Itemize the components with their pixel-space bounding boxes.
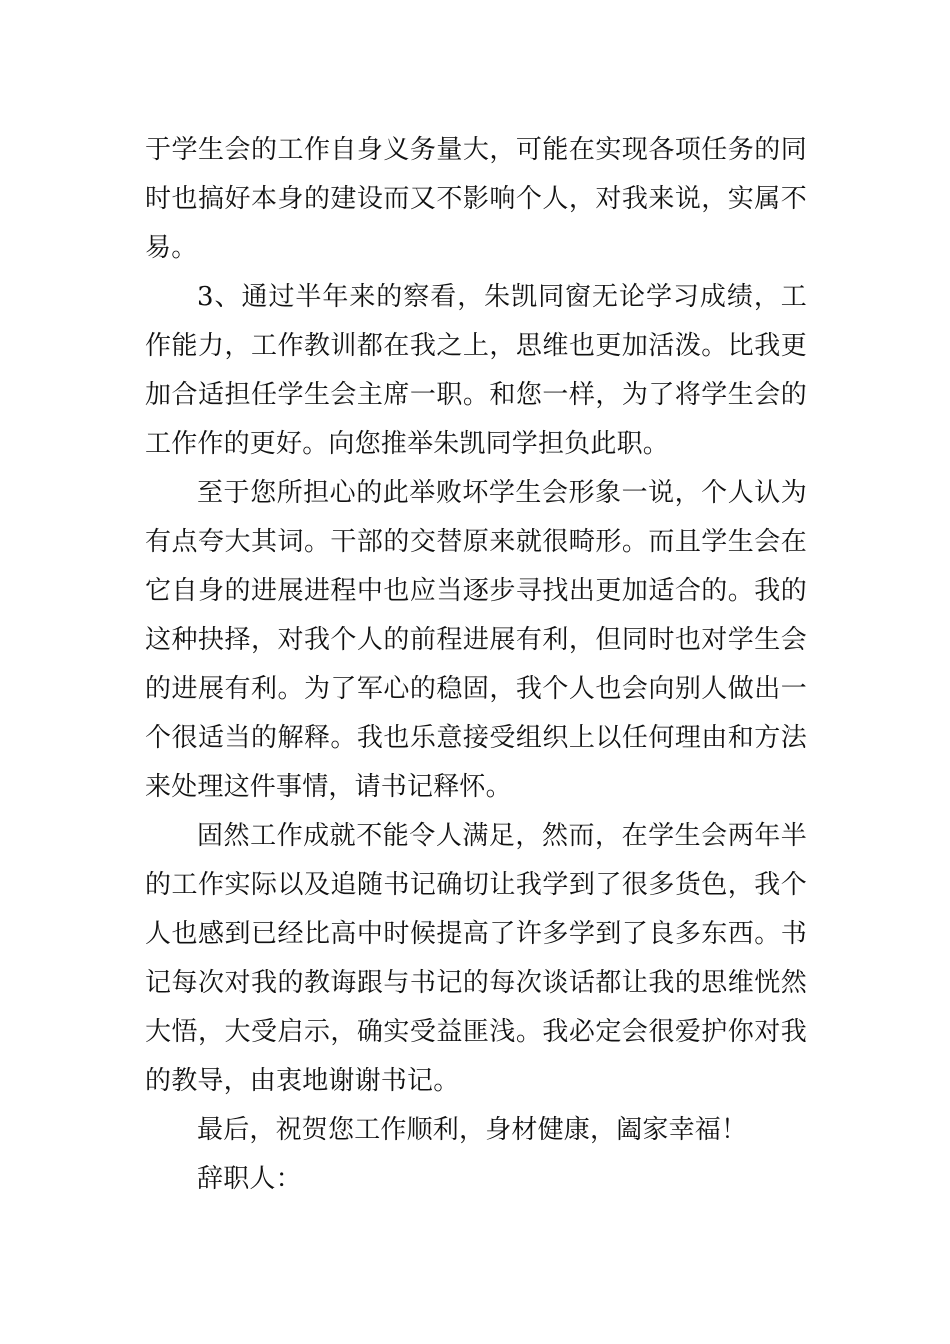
- signature-label: 辞职人：: [197, 1164, 302, 1194]
- closing-wishes: 最后，祝贺您工作顺利，身材健康，阖家幸福！: [197, 1115, 748, 1145]
- paragraph-1: 于学生会的工作自身义务量大，可能在实现各项任务的同时也搞好本身的建设而又不影响个人，对我来说，实属不易。: [145, 135, 807, 263]
- paragraph-2: 3、通过半年来的察看，朱凯同窗无论学习成绩，工作能力，工作教训都在我之上，思维也更加活泼。比我更加合适担任学生会主席一职。和您一样，为了将学生会的工作作的更好。向您推举朱凯同学担负此职。: [145, 282, 807, 459]
- document-page: [145, 126, 807, 1204]
- paragraph-4: 固然工作成就不能令人满足，然而，在学生会两年半的工作实际以及追随书记确切让我学到了很多货色，我个人也感到已经比高中时候提高了许多学到了良多东西。书记每次对我的教诲跟与书记的每次谈话都让我的思维恍然大悟，大受启示，确实受益匪浅。我必定会很爱护你对我的教导，由衷地谢谢书记。: [145, 821, 807, 1096]
- paragraph-3: 至于您所担心的此举败坏学生会形象一说，个人认为有点夸大其词。干部的交替原来就很畸形。而且学生会在它自身的进展进程中也应当逐步寻找出更加适合的。我的这种抉择，对我个人的前程进展有利，但同时也对学生会的进展有利。为了军心的稳固，我个人也会向别人做出一个很适当的解释。我也乐意接受组织上以任何理由和方法来处理这件事情，请书记释怀。: [145, 478, 807, 802]
